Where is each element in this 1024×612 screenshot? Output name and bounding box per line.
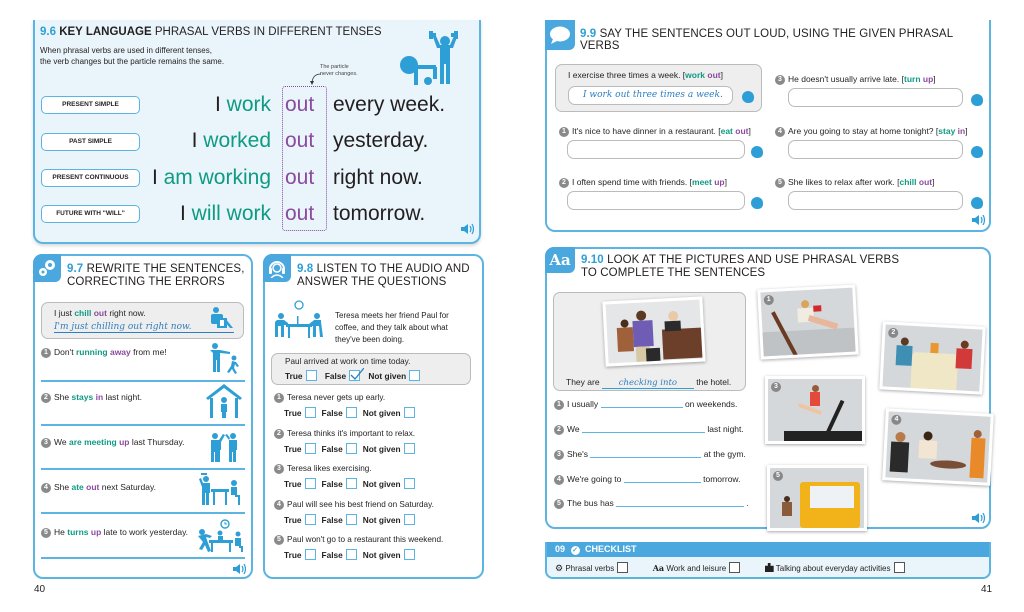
picture-2-restaurant: 2	[879, 321, 985, 394]
checklist-items: ⚙ Phrasal verbs Aa Work and leisure Talking about everyday activities	[555, 562, 911, 574]
fill-in-item: 4 We're going to tomorrow.	[554, 474, 740, 485]
false-checkbox[interactable]	[346, 514, 357, 525]
example-box	[41, 302, 244, 339]
audio-speaker-icon[interactable]	[971, 512, 985, 524]
answer-options: True False Not given	[284, 549, 421, 560]
true-checkbox[interactable]	[306, 370, 317, 381]
section-title: 9.10 LOOK AT THE PICTURES AND USE PHRASAL VERBS TO COMPLETE THE SENTENCES	[581, 254, 900, 279]
true-checkbox[interactable]	[305, 407, 316, 418]
answer-blank[interactable]	[582, 424, 705, 433]
fill-in-item: 3 She's at the gym.	[554, 449, 746, 460]
person-relaxing-icon	[207, 306, 235, 330]
true-checkbox[interactable]	[305, 549, 316, 560]
speaking-head-icon	[742, 91, 754, 103]
person-at-home-icon	[205, 382, 243, 420]
example-box	[555, 64, 762, 112]
question-item: 1 Teresa never gets up early.	[274, 393, 385, 403]
false-checkbox[interactable]	[346, 407, 357, 418]
question-item: 5 Paul won't go to a restaurant this weekend.	[274, 535, 443, 545]
question-item: 3 Teresa likes exercising.	[274, 464, 372, 474]
question-item: 3 We are meeting up last Thursday.	[41, 437, 245, 448]
answer-line[interactable]	[41, 424, 245, 426]
person-pointing-icon	[205, 342, 241, 374]
sentence-subject-verb: I work	[214, 93, 271, 116]
tense-label-future-will: FUTURE WITH "WILL"	[41, 205, 140, 223]
speaking-head-icon	[751, 197, 763, 209]
question-item: 1 Don't running away from me!	[41, 347, 245, 358]
people-having-coffee-icon	[273, 300, 325, 340]
not-given-checkbox[interactable]	[404, 514, 415, 525]
particle: out	[285, 93, 315, 116]
example-sentence: They are checking into the hotel.	[566, 377, 732, 388]
not-given-checkbox[interactable]	[404, 478, 415, 489]
answer-blank[interactable]	[601, 399, 683, 408]
checklist-checkbox-phrasal-verbs[interactable]	[617, 562, 628, 573]
hotel-check-in-picture	[602, 296, 705, 366]
fill-in-item: 1 I usually on weekends.	[554, 399, 737, 410]
particle: out	[285, 129, 315, 152]
sentence-rest: every week.	[333, 93, 446, 116]
page-number-right: 41	[981, 584, 993, 595]
rewrite-sentences-panel	[33, 254, 253, 579]
tense-label-present-simple: PRESENT SIMPLE	[41, 96, 140, 114]
tense-label-past-simple: PAST SIMPLE	[41, 133, 140, 151]
checklist-checkbox-work-leisure[interactable]	[729, 562, 740, 573]
answer-bubble[interactable]	[567, 191, 745, 210]
check-circle-icon: ✓	[572, 547, 578, 554]
tense-label-present-continuous: PRESENT CONTINUOUS	[41, 169, 140, 187]
sentence-subject-verb: I will work	[179, 202, 271, 225]
example-answer: I'm just chilling out right now.	[54, 322, 234, 333]
question-item: 4 She ate out next Saturday.	[41, 482, 245, 493]
picture-5-bus: 5	[767, 465, 867, 531]
headphones-person-icon	[263, 254, 291, 282]
aa-icon: Aa	[652, 563, 665, 573]
question-item: 1 It's nice to have dinner in a restaurant. [eat out]	[559, 126, 751, 137]
false-checkbox[interactable]	[346, 443, 357, 454]
true-checkbox[interactable]	[305, 514, 316, 525]
example-box	[553, 292, 746, 391]
section-title: 9.7 REWRITE THE SENTENCES, CORRECTING THE ERRORS	[67, 263, 245, 288]
true-checkbox[interactable]	[305, 478, 316, 489]
true-checkbox[interactable]	[305, 443, 316, 454]
picture-3-treadmill: 3	[765, 376, 865, 444]
sentence-rest: tomorrow.	[333, 202, 426, 225]
example-question: I exercise three times a week. [work out]	[568, 70, 723, 80]
checklist-panel	[545, 542, 991, 579]
puzzle-icon	[765, 563, 774, 572]
arrow-icon	[307, 72, 323, 86]
false-checkbox[interactable]	[346, 478, 357, 489]
listen-audio-panel	[263, 254, 484, 579]
answer-blank[interactable]	[624, 474, 701, 483]
people-eating-out-icon	[197, 471, 243, 507]
answer-line[interactable]	[41, 557, 245, 559]
gears-icon	[33, 254, 61, 282]
weightlifting-icon	[400, 28, 470, 90]
look-at-pictures-panel	[545, 247, 991, 529]
question-item: 3 He doesn't usually arrive late. [turn up]	[775, 74, 936, 85]
checklist-checkbox-everyday-activities[interactable]	[894, 562, 905, 573]
not-given-checkbox[interactable]	[404, 407, 415, 418]
speech-bubble-icon	[545, 20, 575, 50]
context-text: Teresa meets her friend Paul for coffee, and they talk about what they've been doing.	[335, 311, 449, 344]
answer-bubble[interactable]	[788, 191, 963, 210]
question-item: 4 Are you going to stay at home tonight? [stay in]	[775, 126, 968, 137]
checklist-header: 09 ✓ CHECKLIST	[547, 542, 989, 557]
speaking-head-icon	[751, 146, 763, 158]
sentence-rest: yesterday.	[333, 129, 429, 152]
picture-1-reading: 1	[757, 284, 859, 359]
answer-bubble[interactable]	[567, 140, 745, 159]
section-title: 9.9 SAY THE SENTENCES OUT LOUD, USING THE GIVEN PHRASAL VERBS	[580, 28, 953, 52]
sentence-rest: right now.	[333, 166, 423, 189]
aa-icon: Aa	[545, 247, 575, 273]
particle: out	[285, 166, 315, 189]
people-late-for-work-icon	[195, 518, 245, 554]
picture-4-cafe: 4	[882, 408, 994, 486]
section-title: 9.8 LISTEN TO THE AUDIO AND ANSWER THE QUESTIONS	[297, 263, 470, 288]
answer-options: True False Not given	[284, 443, 421, 454]
speaking-head-icon	[971, 146, 983, 158]
page-number-left: 40	[34, 584, 46, 595]
example-question: I just chill out right now.	[54, 308, 146, 318]
speaking-head-icon	[971, 197, 983, 209]
people-meeting-icon	[207, 430, 243, 466]
answer-bubble[interactable]	[788, 140, 963, 159]
answer-line[interactable]	[41, 512, 245, 514]
answer-options: True False Not given	[284, 478, 421, 489]
answer-options: True False Not given	[284, 407, 421, 418]
question-item: 5 She likes to relax after work. [chill out]	[775, 177, 934, 188]
example-answer-bubble: I work out three times a week.	[568, 86, 733, 105]
audio-speaker-icon[interactable]	[232, 563, 246, 575]
gears-icon: ⚙	[555, 563, 564, 573]
example-options: True False Not given	[285, 370, 426, 381]
question-item: 2 Teresa thinks it's important to relax.	[274, 429, 415, 439]
answer-line[interactable]	[41, 468, 245, 470]
audio-speaker-icon[interactable]	[460, 223, 474, 235]
question-item: 5 He turns up late to work yesterday.	[41, 527, 245, 538]
answer-blank[interactable]	[616, 498, 744, 507]
intro-text: When phrasal verbs are used in different tenses, the verb changes but the particle remains the same.	[40, 46, 225, 66]
speaking-head-icon	[971, 94, 983, 106]
audio-speaker-icon[interactable]	[971, 214, 985, 226]
particle-note: The particle never changes.	[320, 64, 358, 77]
answer-blank[interactable]	[590, 449, 701, 458]
section-title: 9.6 KEY LANGUAGE PHRASAL VERBS IN DIFFERENT TENSES	[40, 26, 382, 38]
answer-options: True False Not given	[284, 514, 421, 525]
question-item: 2 I often spend time with friends. [meet up]	[559, 177, 727, 188]
example-question: Paul arrived at work on time today.	[285, 357, 411, 366]
not-given-checkbox[interactable]	[409, 370, 420, 381]
question-item: 2 She stays in last night.	[41, 392, 245, 403]
key-language-panel	[33, 20, 481, 244]
sentence-subject-verb: I am working	[151, 166, 271, 189]
example-box	[271, 353, 471, 385]
sentence-subject-verb: I worked	[191, 129, 271, 152]
false-checkbox[interactable]	[346, 549, 357, 560]
question-item: 4 Paul will see his best friend on Saturday.	[274, 500, 434, 510]
particle: out	[285, 202, 315, 225]
not-given-checkbox[interactable]	[404, 549, 415, 560]
answer-bubble[interactable]	[788, 88, 963, 107]
fill-in-item: 5 The bus has .	[554, 498, 749, 509]
not-given-checkbox[interactable]	[404, 443, 415, 454]
false-checkbox-checked[interactable]	[349, 370, 360, 381]
say-sentences-panel	[545, 20, 991, 232]
fill-in-item: 2 We last night.	[554, 424, 744, 435]
